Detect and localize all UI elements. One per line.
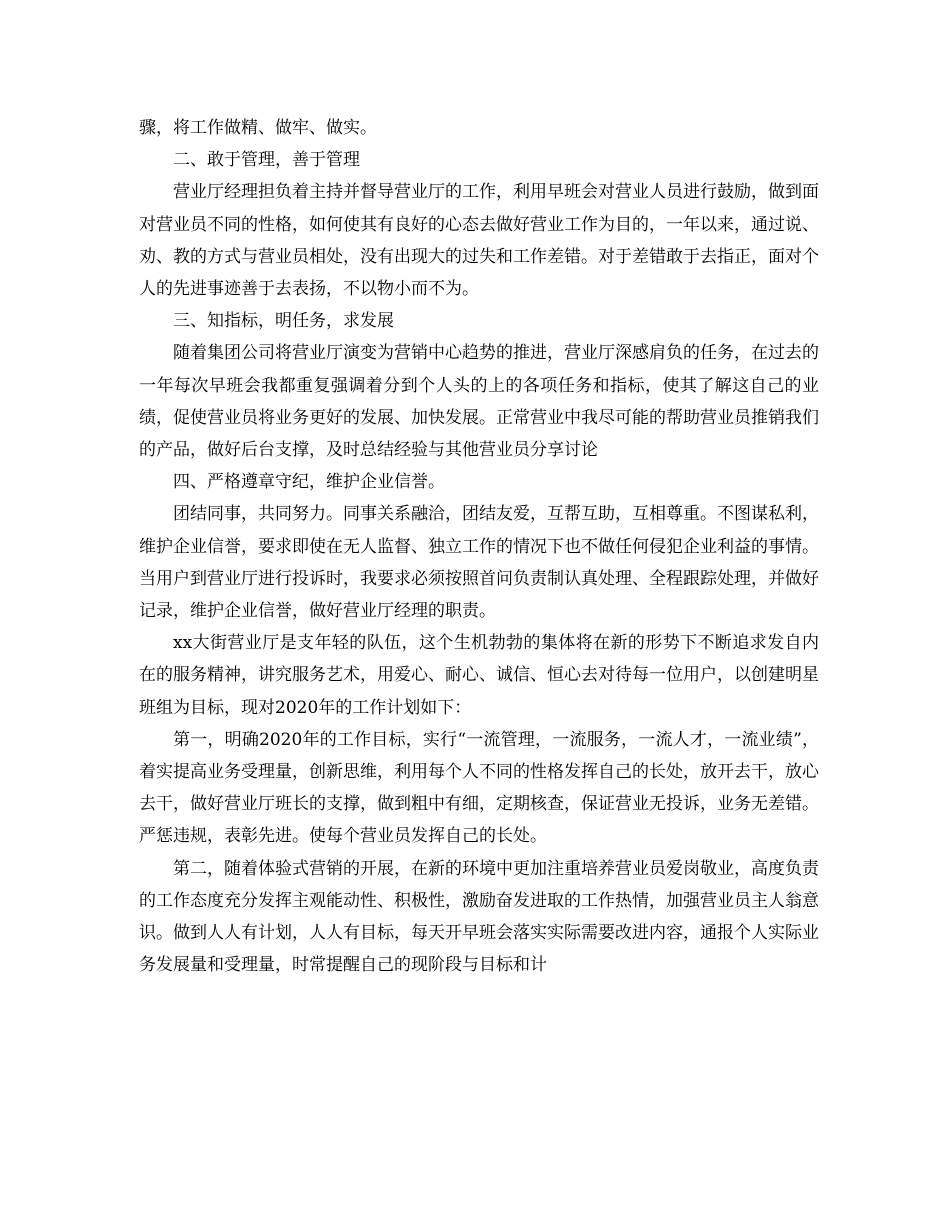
paragraph: 营业厅经理担负着主持并督导营业厅的工作，利用早班会对营业人员进行鼓励，做到面对营业员不同的性格，如何使其有良好的心态去做好营业工作为目的，一年以来，通过说、劝、教的方式与营业员相处，没有出现大的过失和工作差错。对于差错敢于去指正，面对个人的先进事迹善于去表扬，不以物小而不为。 — [139, 182, 819, 300]
paragraph-continuation: 骤，将工作做精、做牢、做实。 — [139, 118, 377, 138]
paragraph: 团结同事，共同努力。同事关系融洽，团结友爱，互帮互助，互相尊重。不图谋私利，维护企业信誉，要求即使在无人监督、独立工作的情况下也不做任何侵犯企业利益的事情。当用户到营业厅进行投诉时，我要求必须按照首问负责制认真处理、全程跟踪处理，并做好记录，维护企业信誉，做好营业厅经理的职责。 — [139, 504, 819, 622]
section-heading-3: 三、知指标，明任务，求发展 — [173, 311, 394, 332]
section-heading-2: 二、敢于管理，善于管理 — [173, 150, 360, 171]
paragraph-plan-first: 第一，明确2020年的工作目标，实行“一流管理，一流服务，一流人才，一流业绩”，着实提高业务受理量，创新思维，利用每个人不同的性格发挥自己的长处，放开去干，放心去干，做好营业厅班长的支撑，做到粗中有细，定期核查，保证营业无投诉，业务无差错。严惩违规，表彰先进。使每个营业员发挥自己的长处。 — [139, 729, 819, 847]
paragraph-plan-second: 第二，随着体验式营销的开展，在新的环境中更加注重培养营业员爱岗敬业，高度负责的工作态度充分发挥主观能动性、积极性，激励奋发进取的工作热情，加强营业员主人翁意识。做到人人有计划，人人有目标，每天开早班会落实实际需要改进内容，通报个人实际业务发展量和受理量，时常提醒自己的现阶段与目标和计 — [139, 858, 819, 976]
document-body — [139, 112, 819, 981]
paragraph: xx大街营业厅是支年轻的队伍，这个生机勃勃的集体将在新的形势下不断追求发自内在的服务精神，讲究服务艺术，用爱心、耐心、诚信、恒心去对待每一位用户，以创建明星班组为目标，现对2020年的工作计划如下： — [139, 633, 819, 718]
paragraph: 随着集团公司将营业厅演变为营销中心趋势的推进，营业厅深感肩负的任务，在过去的一年每次早班会我都重复强调着分到个人头的上的各项任务和指标，使其了解这自己的业绩，促使营业员将业务更好的发展、加快发展。正常营业中我尽可能的帮助营业员推销我们的产品，做好后台支撑，及时总结经验与其他营业员分享讨论 — [139, 343, 819, 461]
section-heading-4: 四、严格遵章守纪，维护企业信誉。 — [173, 472, 445, 493]
